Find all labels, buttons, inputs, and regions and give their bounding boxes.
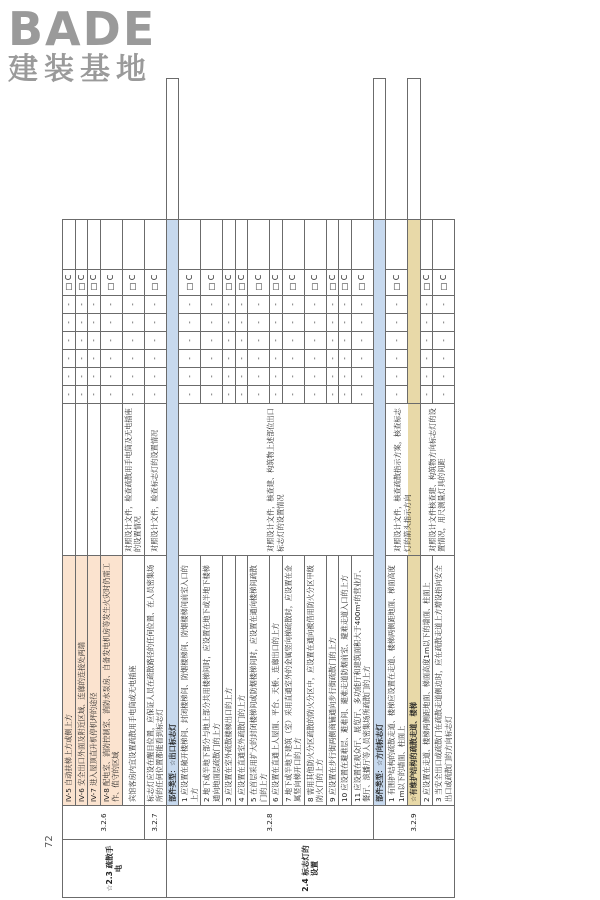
result-mark-cell: - bbox=[144, 314, 166, 332]
checkbox-cell: □ C bbox=[144, 270, 166, 296]
check-method-cell: 对照设计文件，核查疏散指示方案，核查标志灯的箭头指示方向 bbox=[386, 404, 421, 556]
result-mark-cell: - bbox=[386, 296, 408, 314]
requirement-cell: IV-7 进入屋顶直升机停机坪的途径 bbox=[88, 556, 101, 806]
table-row bbox=[166, 79, 179, 898]
table-row bbox=[386, 79, 408, 898]
checkbox-cell: □ C bbox=[420, 270, 433, 296]
check-method-cell: 对照设计文件核查建、构筑物方向标志灯的设置情况，用尺测量灯具的间距 bbox=[420, 404, 455, 556]
result-mark-cell: - bbox=[351, 350, 373, 368]
table-row bbox=[75, 79, 88, 898]
checkbox-cell: □ C bbox=[282, 270, 304, 296]
result-mark-cell: - bbox=[144, 368, 166, 386]
requirement-cell: 9 应设置在步行街两侧商铺通向步行街疏散门的上方 bbox=[326, 556, 339, 806]
checkbox-cell: □ C bbox=[100, 270, 122, 296]
clause-code-cell: 3.2.6 bbox=[63, 806, 145, 840]
result-mark-cell: - bbox=[339, 368, 352, 386]
result-mark-cell: - bbox=[201, 296, 223, 314]
result-mark-cell: - bbox=[386, 332, 408, 350]
requirement-cell: 10 应设置在避难层、避难间、避难走道防烟前室、避难走道入口的上方 bbox=[339, 556, 352, 806]
section-header: 部件类型：☆方向标志灯 bbox=[373, 220, 386, 806]
result-mark-cell: - bbox=[179, 350, 201, 368]
checkbox-cell: □ C bbox=[433, 270, 455, 296]
result-mark-cell: - bbox=[75, 368, 88, 386]
result-mark-cell: - bbox=[100, 350, 122, 368]
blank-cell bbox=[373, 79, 386, 220]
table-row bbox=[420, 79, 433, 898]
result-mark-cell: - bbox=[88, 368, 101, 386]
requirement-cell: 2 地下或半地下部分与地上部分共用楼梯间时，应设置在地下或半地下楼梯通向地面层疏散门的上方 bbox=[201, 556, 223, 806]
blank-cell bbox=[223, 220, 236, 270]
check-method-cell bbox=[88, 404, 101, 556]
blank-cell bbox=[282, 220, 304, 270]
check-method-cell bbox=[100, 404, 122, 556]
result-mark-cell: - bbox=[304, 332, 326, 350]
result-mark-cell: - bbox=[100, 296, 122, 314]
blank-cell bbox=[270, 220, 283, 270]
blank-cell bbox=[201, 220, 223, 270]
result-mark-cell: - bbox=[386, 350, 408, 368]
result-mark-cell: - bbox=[88, 314, 101, 332]
check-method-cell bbox=[63, 404, 76, 556]
result-mark-cell: - bbox=[75, 314, 88, 332]
result-mark-cell: - bbox=[420, 350, 433, 368]
result-mark-cell: - bbox=[270, 314, 283, 332]
result-mark-cell: - bbox=[326, 350, 339, 368]
result-mark-cell: - bbox=[223, 332, 236, 350]
checkbox-cell: □ C bbox=[223, 270, 236, 296]
bade-logo bbox=[8, 2, 178, 87]
result-mark-cell: - bbox=[179, 368, 201, 386]
result-mark-cell: - bbox=[304, 314, 326, 332]
result-mark-cell: - bbox=[433, 368, 455, 386]
blank-cell bbox=[339, 220, 352, 270]
result-mark-cell: - bbox=[248, 314, 270, 332]
blank-cell bbox=[122, 220, 144, 270]
requirement-cell: 6 应设置在直通上人屋面、平台、天桥、连廊出口的上方 bbox=[270, 556, 283, 806]
result-mark-cell: - bbox=[326, 386, 339, 404]
result-mark-cell: - bbox=[351, 296, 373, 314]
page-number: 72 bbox=[44, 835, 55, 848]
result-mark-cell: - bbox=[339, 350, 352, 368]
result-mark-cell: - bbox=[420, 368, 433, 386]
checkbox-cell: □ C bbox=[88, 270, 101, 296]
result-mark-cell: - bbox=[122, 368, 144, 386]
result-mark-cell: - bbox=[201, 332, 223, 350]
result-mark-cell: - bbox=[339, 296, 352, 314]
result-mark-cell: - bbox=[63, 332, 76, 350]
result-mark-cell: - bbox=[433, 350, 455, 368]
blank-cell bbox=[248, 220, 270, 270]
requirement-cell: IV-6 安全出口外面及附近区域、连廊的连接处两端 bbox=[75, 556, 88, 806]
checkbox-cell: □ C bbox=[201, 270, 223, 296]
result-mark-cell: - bbox=[63, 350, 76, 368]
result-mark-cell: - bbox=[326, 332, 339, 350]
checkbox-cell: □ C bbox=[63, 270, 76, 296]
result-mark-cell: - bbox=[100, 314, 122, 332]
result-mark-cell: - bbox=[235, 368, 248, 386]
check-method-cell: 对照设计文件，检查标志灯的设置情况 bbox=[144, 404, 166, 556]
blank-cell bbox=[75, 220, 88, 270]
result-mark-cell: - bbox=[144, 350, 166, 368]
result-mark-cell: - bbox=[122, 314, 144, 332]
result-mark-cell: - bbox=[326, 314, 339, 332]
blank-cell bbox=[304, 220, 326, 270]
result-mark-cell: - bbox=[420, 332, 433, 350]
blank-cell bbox=[166, 79, 179, 220]
table-row bbox=[63, 79, 76, 898]
clause-code-cell: 3.2.7 bbox=[144, 806, 166, 840]
result-mark-cell: - bbox=[88, 332, 101, 350]
requirement-cell: 5 在首层采用扩大的封闭楼梯间或防烟楼梯间时，应设置在通向楼梯间疏散门的上方 bbox=[248, 556, 270, 806]
requirement-cell: 7 地下或半地下建筑（室）采用直通室外的金属竖向梯疏散时，应设置在金属竖向梯开口的上方 bbox=[282, 556, 304, 806]
result-mark-cell: - bbox=[326, 296, 339, 314]
checkbox-cell: □ C bbox=[351, 270, 373, 296]
result-mark-cell: - bbox=[339, 332, 352, 350]
requirement-cell: 1 有围护结构的疏散走道、楼梯应设置在走道、楼梯两侧距地面、梯面高度1m以下的墙面、柱面上 bbox=[386, 556, 408, 806]
result-mark-cell: - bbox=[420, 296, 433, 314]
result-mark-cell: - bbox=[433, 386, 455, 404]
table-row bbox=[373, 79, 386, 898]
result-mark-cell: - bbox=[122, 350, 144, 368]
result-mark-cell: - bbox=[339, 314, 352, 332]
result-mark-cell: - bbox=[433, 332, 455, 350]
blank-cell bbox=[88, 220, 101, 270]
table-row bbox=[88, 79, 101, 898]
requirement-cell: IV-8 配电室、消防控制室、消防水泵房、自备发电机房等发生火灾时仍需工作、值守的区域 bbox=[100, 556, 122, 806]
requirement-cell: 11 应设置在观众厅、展览厅、多功能厅和建筑面积大于400m²的营业厅、餐厅、演播厅等人员密集场所疏散门的上方 bbox=[351, 556, 373, 806]
table-row bbox=[408, 79, 421, 898]
blank-cell bbox=[386, 220, 408, 270]
result-mark-cell: - bbox=[235, 350, 248, 368]
result-mark-cell: - bbox=[339, 386, 352, 404]
clause-code-cell: 3.2.9 bbox=[373, 806, 455, 840]
blank-cell bbox=[100, 220, 122, 270]
result-mark-cell: - bbox=[223, 350, 236, 368]
blank-cell bbox=[420, 220, 433, 270]
result-mark-cell: - bbox=[351, 368, 373, 386]
result-mark-cell: - bbox=[304, 350, 326, 368]
checkbox-cell: □ C bbox=[386, 270, 408, 296]
result-mark-cell: - bbox=[248, 368, 270, 386]
subsection-header: ☆有维护结构的疏散走道、楼梯 bbox=[408, 220, 421, 806]
check-method-cell: 对照设计文件，检查疏散用手电筒及无电插座的设置情况 bbox=[122, 404, 144, 556]
result-mark-cell: - bbox=[223, 368, 236, 386]
group-name-cell: ☆2.3 疏散手电 bbox=[63, 840, 167, 898]
check-method-cell: 对照设计文件，核查建、构筑物上述部位出口标志灯的设置情况 bbox=[179, 404, 374, 556]
section-header: 部件类型：☆出口标志灯 bbox=[166, 220, 179, 806]
requirement-cell: 3 当安全出口或疏散门在疏散走道侧边时，应在疏散走道上方增设指向安全出口或疏散门的方向标志灯 bbox=[433, 556, 455, 806]
rotated-document bbox=[62, 78, 542, 898]
result-mark-cell: - bbox=[326, 368, 339, 386]
checkbox-cell: □ C bbox=[179, 270, 201, 296]
result-mark-cell: - bbox=[386, 368, 408, 386]
result-mark-cell: - bbox=[100, 368, 122, 386]
result-mark-cell: - bbox=[201, 368, 223, 386]
checkbox-cell: □ C bbox=[122, 270, 144, 296]
table-row bbox=[179, 79, 201, 898]
result-mark-cell: - bbox=[75, 350, 88, 368]
blank-cell bbox=[433, 220, 455, 270]
result-mark-cell: - bbox=[88, 350, 101, 368]
result-mark-cell: - bbox=[88, 296, 101, 314]
result-mark-cell: - bbox=[235, 386, 248, 404]
blank-cell bbox=[326, 220, 339, 270]
result-mark-cell: - bbox=[63, 368, 76, 386]
requirement-cell: 标志灯应设在醒目位置，应保证人员在疏散路径的任何位置、在人员密集场所的任何位置都能看到标志灯 bbox=[144, 556, 166, 806]
result-mark-cell: - bbox=[248, 386, 270, 404]
result-mark-cell: - bbox=[270, 386, 283, 404]
requirement-cell: 4 应设置在直通室外疏散门的上方 bbox=[235, 556, 248, 806]
result-mark-cell: - bbox=[235, 332, 248, 350]
result-mark-cell: - bbox=[223, 386, 236, 404]
result-mark-cell: - bbox=[100, 332, 122, 350]
result-mark-cell: - bbox=[144, 332, 166, 350]
result-mark-cell: - bbox=[304, 368, 326, 386]
logo-chinese-text: 建装基地 bbox=[8, 52, 152, 87]
checkbox-cell: □ C bbox=[304, 270, 326, 296]
result-mark-cell: - bbox=[282, 368, 304, 386]
result-mark-cell: - bbox=[282, 332, 304, 350]
result-mark-cell: - bbox=[270, 350, 283, 368]
checkbox-cell: □ C bbox=[326, 270, 339, 296]
result-mark-cell: - bbox=[63, 296, 76, 314]
blank-cell bbox=[351, 220, 373, 270]
blank-cell bbox=[144, 220, 166, 270]
result-mark-cell: - bbox=[304, 296, 326, 314]
table-row bbox=[122, 79, 144, 898]
result-mark-cell: - bbox=[144, 296, 166, 314]
result-mark-cell: - bbox=[248, 350, 270, 368]
clause-code-cell: 3.2.8 bbox=[166, 806, 373, 840]
blank-cell bbox=[63, 220, 76, 270]
result-mark-cell: - bbox=[282, 314, 304, 332]
result-mark-cell: - bbox=[433, 314, 455, 332]
result-mark-cell: - bbox=[270, 296, 283, 314]
result-mark-cell: - bbox=[351, 386, 373, 404]
result-mark-cell: - bbox=[88, 386, 101, 404]
result-mark-cell: - bbox=[248, 332, 270, 350]
result-mark-cell: - bbox=[179, 386, 201, 404]
result-mark-cell: - bbox=[270, 332, 283, 350]
group-name-cell: 2.4 标志灯的设置 bbox=[166, 840, 455, 898]
result-mark-cell: - bbox=[179, 332, 201, 350]
blank-cell bbox=[235, 220, 248, 270]
result-mark-cell: - bbox=[223, 314, 236, 332]
requirement-cell: 1 应设置在敞开楼梯间、封闭楼梯间、防烟楼梯间、防烟楼梯间前室入口的上方 bbox=[179, 556, 201, 806]
requirement-cell: 8 需用其他防火分区疏散的防火分区中，应设置在通向被借用防火分区甲级防火门的上方 bbox=[304, 556, 326, 806]
requirement-cell: 2 应设置在走道、楼梯两侧距地面、梯面高度1m以下的墙面、柱面上 bbox=[420, 556, 433, 806]
result-mark-cell: - bbox=[248, 296, 270, 314]
checkbox-cell: □ C bbox=[339, 270, 352, 296]
document-frame bbox=[62, 78, 542, 898]
result-mark-cell: - bbox=[420, 386, 433, 404]
result-mark-cell: - bbox=[433, 296, 455, 314]
result-mark-cell: - bbox=[122, 296, 144, 314]
result-mark-cell: - bbox=[351, 314, 373, 332]
requirement-cell: 3 应设置在室外疏散楼梯出口的上方 bbox=[223, 556, 236, 806]
checkbox-cell: □ C bbox=[235, 270, 248, 296]
table-body bbox=[63, 79, 455, 898]
result-mark-cell: - bbox=[420, 314, 433, 332]
result-mark-cell: - bbox=[63, 386, 76, 404]
table-row bbox=[100, 79, 122, 898]
result-mark-cell: - bbox=[351, 332, 373, 350]
result-mark-cell: - bbox=[144, 386, 166, 404]
table-row bbox=[144, 79, 166, 898]
result-mark-cell: - bbox=[386, 314, 408, 332]
result-mark-cell: - bbox=[201, 314, 223, 332]
result-mark-cell: - bbox=[282, 296, 304, 314]
result-mark-cell: - bbox=[386, 386, 408, 404]
result-mark-cell: - bbox=[75, 332, 88, 350]
logo-english-text: BADE bbox=[8, 2, 157, 56]
result-mark-cell: - bbox=[75, 386, 88, 404]
result-mark-cell: - bbox=[201, 386, 223, 404]
result-mark-cell: - bbox=[122, 386, 144, 404]
result-mark-cell: - bbox=[201, 350, 223, 368]
result-mark-cell: - bbox=[282, 350, 304, 368]
blank-cell bbox=[179, 220, 201, 270]
result-mark-cell: - bbox=[304, 386, 326, 404]
requirement-cell: 宾馆客房内宜设置疏散用手电筒或无电插座 bbox=[122, 556, 144, 806]
result-mark-cell: - bbox=[75, 296, 88, 314]
result-mark-cell: - bbox=[235, 296, 248, 314]
checkbox-cell: □ C bbox=[75, 270, 88, 296]
inspection-table bbox=[62, 78, 455, 898]
check-method-cell bbox=[75, 404, 88, 556]
result-mark-cell: - bbox=[122, 332, 144, 350]
blank-cell bbox=[408, 79, 421, 220]
result-mark-cell: - bbox=[223, 296, 236, 314]
result-mark-cell: - bbox=[179, 296, 201, 314]
result-mark-cell: - bbox=[100, 386, 122, 404]
result-mark-cell: - bbox=[235, 314, 248, 332]
result-mark-cell: - bbox=[282, 386, 304, 404]
result-mark-cell: - bbox=[270, 368, 283, 386]
requirement-cell: IV-5 自动扶梯上方或侧上方 bbox=[63, 556, 76, 806]
checkbox-cell: □ C bbox=[248, 270, 270, 296]
checkbox-cell: □ C bbox=[270, 270, 283, 296]
result-mark-cell: - bbox=[63, 314, 76, 332]
result-mark-cell: - bbox=[179, 314, 201, 332]
